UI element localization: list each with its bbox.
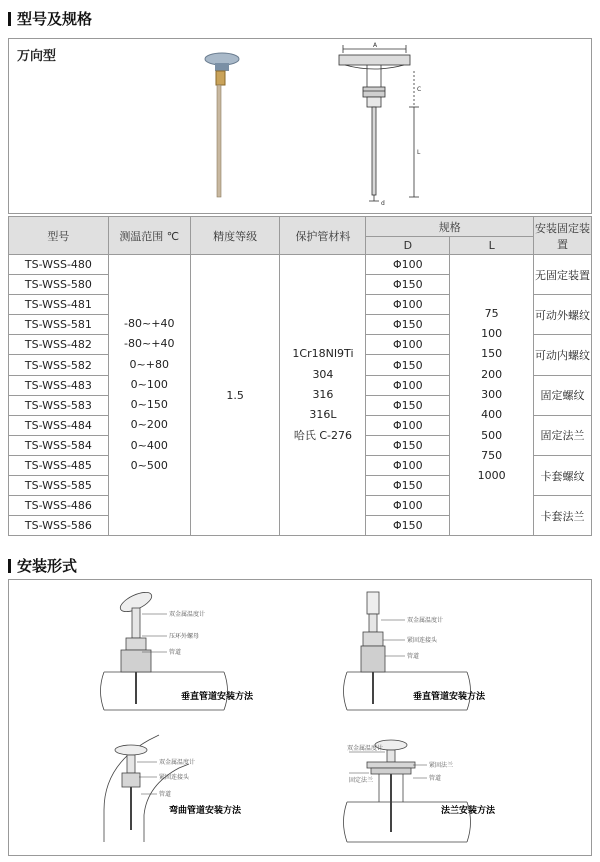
range-value: 0~+80 bbox=[129, 357, 169, 371]
dim-label-l: L bbox=[417, 149, 421, 156]
header-range: 测温范围 ℃ bbox=[108, 217, 190, 255]
l-value: 500 bbox=[481, 428, 503, 442]
note-4a: 双金属温度计 bbox=[347, 745, 384, 752]
model-cell: TS-WSS-580 bbox=[9, 275, 109, 295]
l-value: 100 bbox=[481, 327, 503, 341]
header-material: 保护管材料 bbox=[280, 217, 366, 255]
d-cell: Φ150 bbox=[366, 435, 450, 455]
d-cell: Φ100 bbox=[366, 496, 450, 516]
range-value: 0~500 bbox=[130, 459, 168, 473]
model-cell: TS-WSS-585 bbox=[9, 476, 109, 496]
material-value: 哈氏 C-276 bbox=[293, 428, 353, 442]
header-mount: 安装固定装置 bbox=[534, 217, 592, 255]
material-value: 304 bbox=[312, 367, 334, 381]
model-cell: TS-WSS-584 bbox=[9, 435, 109, 455]
l-value: 150 bbox=[481, 347, 503, 361]
note-1c: 管道 bbox=[169, 649, 182, 656]
note-4d: 管道 bbox=[429, 775, 442, 782]
d-cell: Φ100 bbox=[366, 415, 450, 435]
section-title-text: 型号及规格 bbox=[17, 10, 93, 28]
header-accuracy: 精度等级 bbox=[190, 217, 280, 255]
product-image-box bbox=[8, 38, 592, 214]
d-cell: Φ100 bbox=[366, 375, 450, 395]
note-1a: 双金属温度计 bbox=[169, 611, 206, 618]
method-label-4: 法兰安装方法 bbox=[441, 806, 496, 816]
note-1b: 压环外螺母 bbox=[169, 633, 200, 640]
l-value: 750 bbox=[481, 448, 503, 462]
mount-cell: 固定法兰 bbox=[534, 415, 592, 455]
range-value: 0~200 bbox=[130, 418, 168, 432]
d-cell: Φ150 bbox=[366, 476, 450, 496]
model-cell: TS-WSS-485 bbox=[9, 455, 109, 475]
range-value: -80~+40 bbox=[124, 316, 175, 330]
note-2c: 管道 bbox=[407, 653, 420, 660]
l-cell bbox=[450, 255, 534, 536]
d-cell: Φ150 bbox=[366, 516, 450, 536]
section-title-text: 安装形式 bbox=[17, 557, 78, 575]
l-value: 1000 bbox=[477, 469, 506, 483]
dim-label-a: A bbox=[373, 42, 378, 49]
note-3b: 紧固连接头 bbox=[159, 774, 190, 781]
section-title-specs bbox=[8, 8, 92, 29]
header-spec-l: L bbox=[450, 237, 534, 255]
l-value: 300 bbox=[481, 388, 503, 401]
install-diagrams bbox=[8, 579, 592, 856]
range-value: -80~+40 bbox=[124, 337, 175, 351]
note-3a: 双金属温度计 bbox=[159, 759, 196, 766]
dim-label-d: d bbox=[381, 200, 385, 207]
install-diagram-4 bbox=[344, 740, 471, 842]
material-cell bbox=[280, 255, 366, 536]
d-cell: Φ100 bbox=[366, 255, 450, 275]
d-cell: Φ100 bbox=[366, 295, 450, 315]
method-label-3: 弯曲管道安装方法 bbox=[169, 806, 242, 816]
install-diagram-3 bbox=[104, 735, 189, 842]
model-cell: TS-WSS-481 bbox=[9, 295, 109, 315]
mount-cell: 卡套螺纹 bbox=[534, 455, 592, 495]
range-value: 0~150 bbox=[130, 398, 168, 412]
spec-table bbox=[8, 216, 592, 536]
d-cell: Φ150 bbox=[366, 275, 450, 295]
l-value: 75 bbox=[484, 306, 499, 320]
note-2b: 紧固连接头 bbox=[407, 637, 438, 644]
d-cell: Φ150 bbox=[366, 315, 450, 335]
mount-cell: 可动内螺纹 bbox=[534, 335, 592, 375]
header-spec: 规格 bbox=[366, 217, 534, 237]
accuracy-cell: 1.5 bbox=[190, 255, 280, 536]
model-cell: TS-WSS-482 bbox=[9, 335, 109, 355]
model-cell: TS-WSS-583 bbox=[9, 395, 109, 415]
l-value: 200 bbox=[481, 367, 503, 381]
note-4b: 固定法兰 bbox=[349, 777, 374, 784]
model-cell: TS-WSS-480 bbox=[9, 255, 109, 275]
d-cell: Φ150 bbox=[366, 395, 450, 415]
model-cell: TS-WSS-586 bbox=[9, 516, 109, 536]
note-4c: 紧固法兰 bbox=[429, 762, 454, 769]
thermometer-photo bbox=[205, 53, 239, 197]
header-spec-d: D bbox=[366, 237, 450, 255]
model-cell: TS-WSS-582 bbox=[9, 355, 109, 375]
material-value: 316L bbox=[309, 408, 337, 422]
mount-cell: 无固定装置 bbox=[534, 255, 592, 295]
model-cell: TS-WSS-484 bbox=[9, 415, 109, 435]
header-model: 型号 bbox=[9, 217, 109, 255]
mount-cell: 卡套法兰 bbox=[534, 496, 592, 536]
model-cell: TS-WSS-486 bbox=[9, 496, 109, 516]
l-value: 400 bbox=[481, 408, 503, 422]
install-svg bbox=[9, 580, 593, 857]
note-3c: 管道 bbox=[159, 791, 172, 798]
dim-label-c: C bbox=[417, 86, 422, 93]
product-type-label: 万向型 bbox=[17, 49, 57, 64]
note-2a: 双金属温度计 bbox=[407, 617, 444, 624]
product-drawings bbox=[9, 39, 593, 215]
mount-cell: 可动外螺纹 bbox=[534, 295, 592, 335]
section-title-install bbox=[8, 555, 77, 576]
method-label-2: 垂直管道安装方法 bbox=[413, 692, 486, 702]
material-value: 316 bbox=[312, 388, 334, 401]
dimension-drawing bbox=[339, 45, 422, 201]
range-cell bbox=[108, 255, 190, 536]
range-value: 0~100 bbox=[130, 377, 168, 391]
mount-cell: 固定螺纹 bbox=[534, 375, 592, 415]
d-cell: Φ100 bbox=[366, 335, 450, 355]
method-label-1: 垂直管道安装方法 bbox=[181, 692, 254, 702]
material-value: 1Cr18NI9Ti bbox=[292, 347, 354, 361]
model-cell: TS-WSS-483 bbox=[9, 375, 109, 395]
model-cell: TS-WSS-581 bbox=[9, 315, 109, 335]
range-value: 0~400 bbox=[130, 438, 168, 452]
d-cell: Φ150 bbox=[366, 355, 450, 375]
d-cell: Φ100 bbox=[366, 455, 450, 475]
